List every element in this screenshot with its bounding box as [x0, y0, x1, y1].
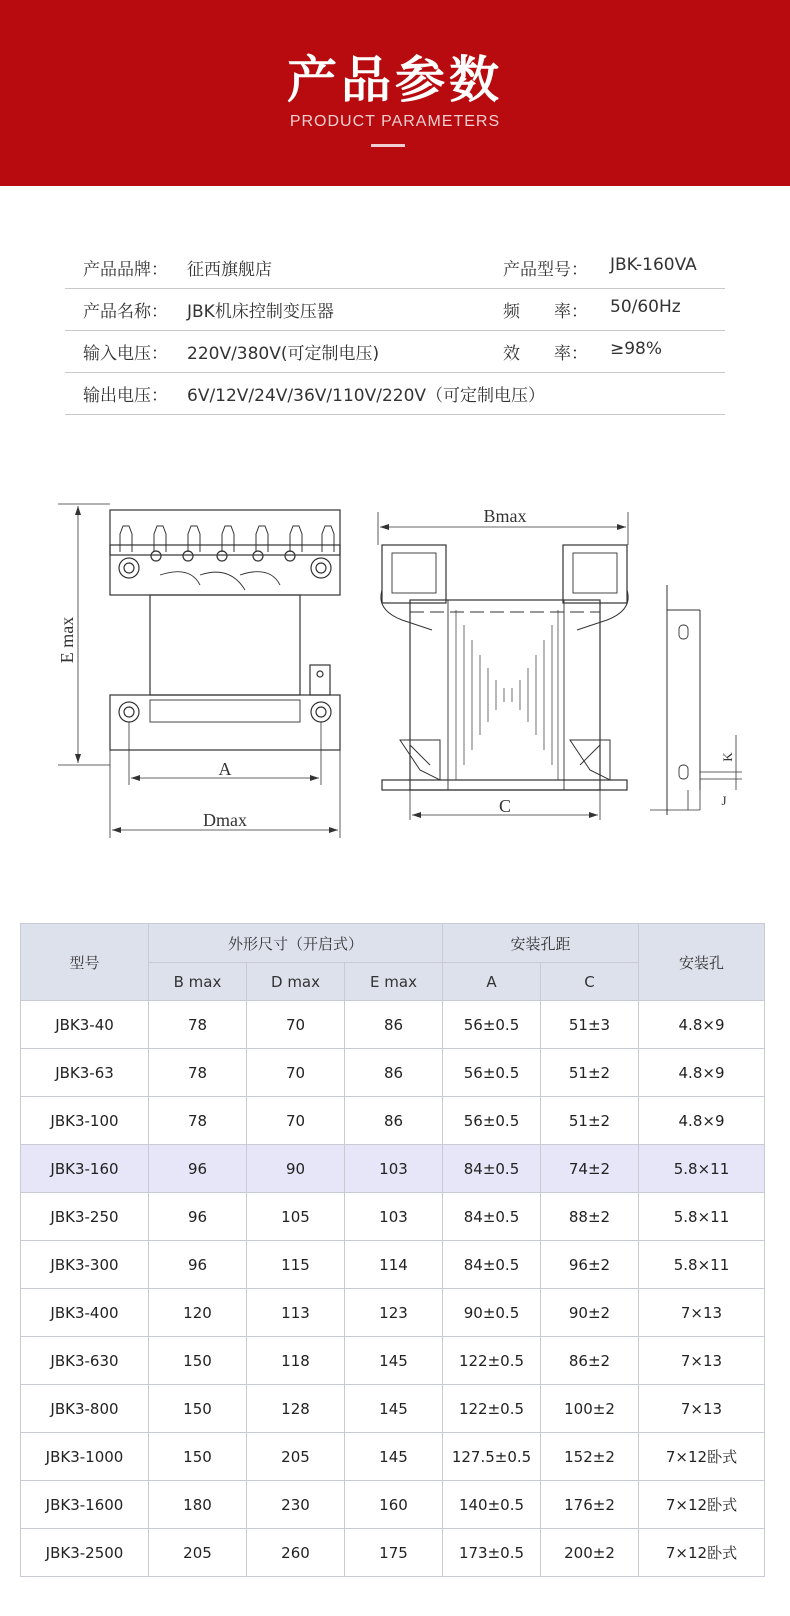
cell-bmax: 180 — [149, 1481, 247, 1529]
cell-model: JBK3-400 — [21, 1289, 149, 1337]
table-row — [21, 1529, 765, 1577]
cell-c: 51±2 — [541, 1097, 639, 1145]
cell-a: 84±0.5 — [443, 1193, 541, 1241]
table-row — [21, 1001, 765, 1049]
param-value: 征西旗舰店 — [187, 260, 272, 280]
cell-hole: 5.8×11 — [639, 1193, 765, 1241]
cell-a: 84±0.5 — [443, 1145, 541, 1193]
cell-bmax: 205 — [149, 1529, 247, 1577]
cell-hole: 5.8×11 — [639, 1241, 765, 1289]
params-list — [65, 247, 725, 415]
param-label: 频 率： — [503, 302, 588, 322]
cell-hole: 4.8×9 — [639, 1049, 765, 1097]
cell-c: 88±2 — [541, 1193, 639, 1241]
header-hole: 安装孔 — [639, 924, 765, 1001]
cell-bmax: 150 — [149, 1385, 247, 1433]
param-row — [65, 289, 725, 331]
cell-dmax: 105 — [247, 1193, 345, 1241]
param-label: 输入电压： — [83, 344, 168, 364]
cell-c: 74±2 — [541, 1145, 639, 1193]
header-bmax: B max — [149, 963, 247, 1001]
header-c: C — [541, 963, 639, 1001]
cell-bmax: 96 — [149, 1145, 247, 1193]
cell-hole: 7×12卧式 — [639, 1433, 765, 1481]
cell-model: JBK3-1600 — [21, 1481, 149, 1529]
cell-dmax: 70 — [247, 1049, 345, 1097]
table-row — [21, 1337, 765, 1385]
param-row — [65, 247, 725, 289]
cell-a: 122±0.5 — [443, 1385, 541, 1433]
cell-bmax: 78 — [149, 1097, 247, 1145]
page-subtitle: PRODUCT PARAMETERS — [289, 113, 501, 130]
mount-detail — [650, 585, 742, 815]
cell-model: JBK3-630 — [21, 1337, 149, 1385]
cell-dmax: 90 — [247, 1145, 345, 1193]
param-row — [65, 373, 725, 415]
cell-model: JBK3-1000 — [21, 1433, 149, 1481]
header-holes: 安装孔距 — [443, 924, 639, 963]
cell-emax: 145 — [345, 1337, 443, 1385]
label-emax: E max — [57, 616, 77, 664]
table-row-highlighted — [21, 1145, 765, 1193]
cell-model: JBK3-800 — [21, 1385, 149, 1433]
cell-hole: 4.8×9 — [639, 1097, 765, 1145]
cell-dmax: 128 — [247, 1385, 345, 1433]
table-row — [21, 1049, 765, 1097]
cell-emax: 175 — [345, 1529, 443, 1577]
cell-hole: 7×13 — [639, 1289, 765, 1337]
cell-c: 86±2 — [541, 1337, 639, 1385]
cell-emax: 114 — [345, 1241, 443, 1289]
cell-hole: 7×13 — [639, 1385, 765, 1433]
table-row — [21, 1241, 765, 1289]
cell-a: 56±0.5 — [443, 1049, 541, 1097]
cell-bmax: 78 — [149, 1001, 247, 1049]
label-bmax: Bmax — [483, 506, 527, 526]
cell-emax: 103 — [345, 1193, 443, 1241]
label-a: A — [218, 759, 232, 779]
side-view — [378, 506, 628, 820]
cell-c: 200±2 — [541, 1529, 639, 1577]
cell-bmax: 96 — [149, 1193, 247, 1241]
cell-emax: 160 — [345, 1481, 443, 1529]
cell-a: 173±0.5 — [443, 1529, 541, 1577]
cell-bmax: 78 — [149, 1049, 247, 1097]
cell-emax: 145 — [345, 1433, 443, 1481]
label-c: C — [498, 796, 512, 816]
cell-bmax: 120 — [149, 1289, 247, 1337]
param-value: JBK-160VA — [610, 255, 697, 275]
param-value: ≥98% — [610, 339, 663, 359]
cell-c: 176±2 — [541, 1481, 639, 1529]
param-value: 6V/12V/24V/36V/110V/220V（可定制电压） — [187, 386, 546, 406]
cell-bmax: 150 — [149, 1433, 247, 1481]
cell-c: 96±2 — [541, 1241, 639, 1289]
cell-a: 140±0.5 — [443, 1481, 541, 1529]
cell-a: 56±0.5 — [443, 1001, 541, 1049]
dimension-drawing — [0, 480, 790, 860]
cell-emax: 86 — [345, 1001, 443, 1049]
param-label: 效 率： — [503, 344, 588, 364]
cell-bmax: 150 — [149, 1337, 247, 1385]
page-title: 产品参数 — [287, 51, 503, 109]
header-dmax: D max — [247, 963, 345, 1001]
param-label: 产品名称： — [83, 302, 168, 322]
cell-dmax: 230 — [247, 1481, 345, 1529]
cell-a: 127.5±0.5 — [443, 1433, 541, 1481]
cell-c: 152±2 — [541, 1433, 639, 1481]
cell-emax: 86 — [345, 1049, 443, 1097]
cell-dmax: 70 — [247, 1001, 345, 1049]
label-dmax: Dmax — [203, 810, 247, 830]
cell-c: 100±2 — [541, 1385, 639, 1433]
cell-model: JBK3-160 — [21, 1145, 149, 1193]
cell-dmax: 115 — [247, 1241, 345, 1289]
param-value: 50/60Hz — [610, 297, 681, 317]
front-view — [57, 504, 340, 838]
param-value: 220V/380V(可定制电压) — [187, 344, 380, 364]
header-banner — [0, 0, 790, 186]
cell-bmax: 96 — [149, 1241, 247, 1289]
table-row — [21, 1433, 765, 1481]
table-row — [21, 1289, 765, 1337]
dimension-table — [20, 923, 765, 1577]
table-row — [21, 1481, 765, 1529]
param-label: 产品品牌： — [83, 260, 168, 280]
cell-model: JBK3-63 — [21, 1049, 149, 1097]
title-underline — [371, 144, 405, 147]
cell-hole: 7×13 — [639, 1337, 765, 1385]
cell-a: 84±0.5 — [443, 1241, 541, 1289]
table-row — [21, 1385, 765, 1433]
cell-c: 90±2 — [541, 1289, 639, 1337]
cell-dmax: 70 — [247, 1097, 345, 1145]
table-row — [21, 1193, 765, 1241]
cell-hole: 4.8×9 — [639, 1001, 765, 1049]
cell-model: JBK3-100 — [21, 1097, 149, 1145]
cell-emax: 145 — [345, 1385, 443, 1433]
cell-model: JBK3-300 — [21, 1241, 149, 1289]
cell-model: JBK3-2500 — [21, 1529, 149, 1577]
param-value: JBK机床控制变压器 — [187, 302, 334, 322]
label-k: K — [720, 752, 735, 762]
cell-dmax: 260 — [247, 1529, 345, 1577]
cell-a: 56±0.5 — [443, 1097, 541, 1145]
param-label: 输出电压： — [83, 386, 168, 406]
cell-emax: 123 — [345, 1289, 443, 1337]
cell-dmax: 113 — [247, 1289, 345, 1337]
table-row — [21, 1097, 765, 1145]
cell-model: JBK3-250 — [21, 1193, 149, 1241]
cell-emax: 103 — [345, 1145, 443, 1193]
header-a: A — [443, 963, 541, 1001]
param-label: 产品型号： — [503, 260, 588, 280]
cell-hole: 7×12卧式 — [639, 1481, 765, 1529]
cell-a: 90±0.5 — [443, 1289, 541, 1337]
cell-c: 51±3 — [541, 1001, 639, 1049]
cell-hole: 5.8×11 — [639, 1145, 765, 1193]
header-model: 型号 — [21, 924, 149, 1001]
cell-c: 51±2 — [541, 1049, 639, 1097]
cell-hole: 7×12卧式 — [639, 1529, 765, 1577]
cell-dmax: 118 — [247, 1337, 345, 1385]
cell-a: 122±0.5 — [443, 1337, 541, 1385]
header-emax: E max — [345, 963, 443, 1001]
cell-dmax: 205 — [247, 1433, 345, 1481]
cell-emax: 86 — [345, 1097, 443, 1145]
cell-model: JBK3-40 — [21, 1001, 149, 1049]
label-j: J — [721, 793, 727, 808]
param-row — [65, 331, 725, 373]
header-dims: 外形尺寸（开启式） — [149, 924, 443, 963]
